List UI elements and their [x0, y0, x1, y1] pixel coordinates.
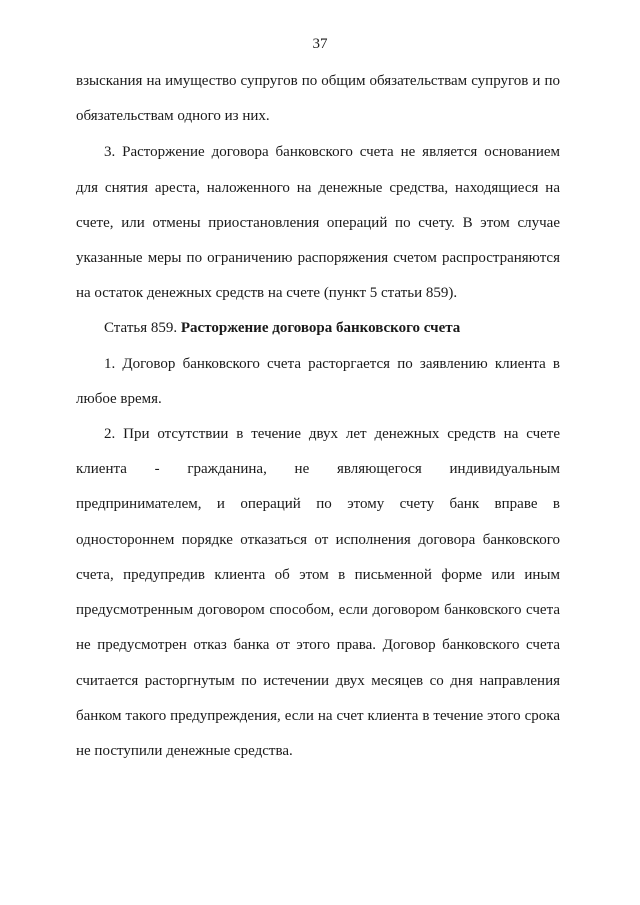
- paragraph-line: любое время.: [76, 391, 162, 407]
- paragraph-line: 1. Договор банковского счета расторгается по заявлению клиента в: [104, 356, 560, 372]
- paragraph-line: 3. Расторжение договора банковского счета не является основанием: [104, 144, 560, 160]
- paragraph-line: не предусмотрен отказ банка от этого права. Договор банковского счета: [76, 637, 560, 653]
- paragraph-line: клиента - гражданина, не являющегося индивидуальным: [76, 461, 560, 477]
- paragraph-line: считается расторгнутым по истечении двух месяцев со дня направления: [76, 673, 560, 689]
- paragraph-line: не поступили денежные средства.: [76, 743, 293, 759]
- paragraph-line: обязательствам одного из них.: [76, 108, 270, 124]
- paragraph-line: счете, или отмены приостановления операций по счету. В этом случае: [76, 215, 560, 231]
- article-heading: [104, 319, 588, 337]
- paragraph-line: предусмотренным договором способом, если договором банковского счета: [76, 602, 560, 618]
- article-label: Статья 859.: [104, 320, 178, 336]
- paragraph-line: для снятия ареста, наложенного на денежные средства, находящиеся на: [76, 180, 560, 196]
- paragraph-line: на остаток денежных средств на счете (пункт 5 статьи 859).: [76, 285, 458, 301]
- paragraph-line: счета, предупредив клиента об этом в письменной форме или иным: [76, 567, 560, 583]
- paragraph-line: указанные меры по ограничению распоряжения счетом распространяются: [76, 250, 560, 266]
- paragraph-line: 2. При отсутствии в течение двух лет денежных средств на счете: [104, 426, 560, 442]
- paragraph-line: банком такого предупреждения, если на счет клиента в течение этого срока: [76, 708, 560, 724]
- paragraph-line: предпринимателем, и операций по этому счету банк вправе в: [76, 496, 560, 512]
- paragraph-line: взыскания на имущество супругов по общим обязательствам супругов и по: [76, 73, 560, 89]
- page-number: 37: [312, 36, 328, 52]
- paragraph-line: одностороннем порядке отказаться от исполнения договора банковского: [76, 532, 560, 548]
- article-title: Расторжение договора банковского счета: [180, 320, 461, 336]
